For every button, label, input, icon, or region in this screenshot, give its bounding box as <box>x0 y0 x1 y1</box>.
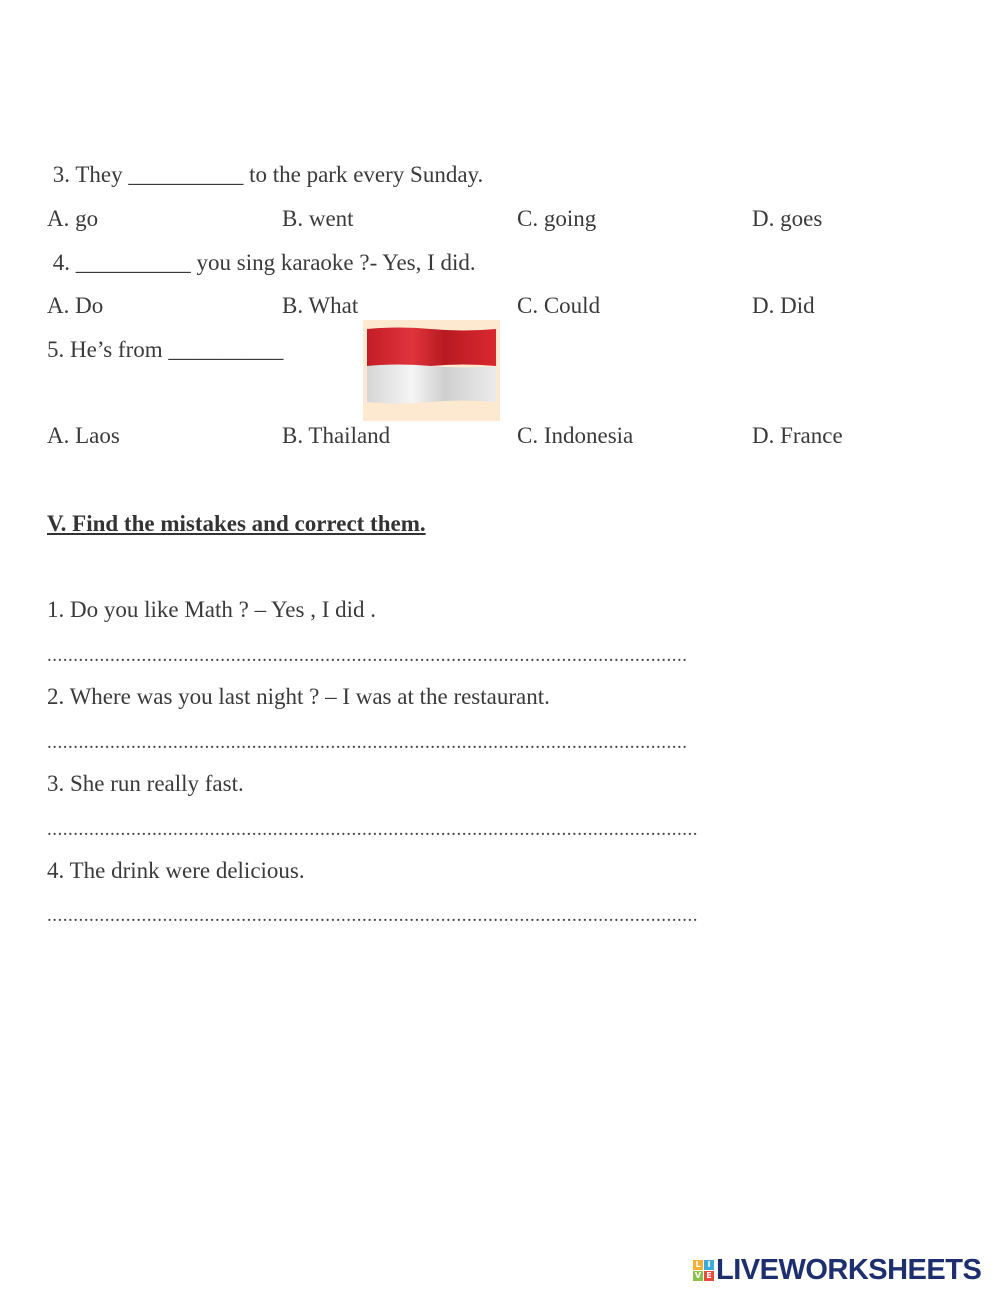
indonesia-flag-image <box>363 320 500 421</box>
question-3-option-b: B. went <box>282 206 354 231</box>
mistake-item-3: 3. She run really fast. <box>47 771 244 796</box>
question-4-option-d: D. Did <box>752 293 815 318</box>
question-3-option-d: D. goes <box>752 206 823 231</box>
question-3-option-a: A. go <box>47 206 99 231</box>
logo-block-i: I <box>704 1260 714 1270</box>
question-4-option-c: C. Could <box>517 293 601 318</box>
question-3-text: 3. They __________ to the park every Sunday. <box>47 162 484 187</box>
flag-red-stripe <box>367 328 496 368</box>
answer-line-3[interactable]: ............................................................................................................................ <box>47 819 698 840</box>
answer-line-2[interactable]: .......................................................................................................................... <box>47 732 688 753</box>
liveworksheets-logo <box>693 1255 981 1285</box>
mistake-item-1: 1. Do you like Math ? – Yes , I did . <box>47 597 377 622</box>
flag-white-stripe <box>367 365 496 404</box>
logo-block-l: L <box>693 1260 703 1270</box>
question-4-option-a: A. Do <box>47 293 104 318</box>
question-5-option-a: A. Laos <box>47 423 120 448</box>
logo-block-v: V <box>694 1270 702 1280</box>
question-4-text: 4. __________ you sing karaoke ?- Yes, I did. <box>47 250 476 275</box>
section-v-heading: V. Find the mistakes and correct them. <box>47 511 426 536</box>
mistake-item-4: 4. The drink were delicious. <box>47 858 305 883</box>
flag-icon <box>367 326 496 404</box>
mistake-item-2: 2. Where was you last night ? – I was at the restaurant. <box>47 684 550 709</box>
answer-line-1[interactable]: .......................................................................................................................... <box>47 645 688 666</box>
question-5-text: 5. He’s from __________ <box>47 337 284 362</box>
logo-block-e: E <box>704 1271 714 1281</box>
question-5-option-d: D. France <box>752 423 843 448</box>
question-3-option-c: C. going <box>517 206 597 231</box>
answer-line-4[interactable]: ............................................................................................................................ <box>47 905 698 926</box>
question-4-option-b: B. What <box>282 293 359 318</box>
question-5-option-c: C. Indonesia <box>517 423 634 448</box>
question-5-option-b: B. Thailand <box>282 423 391 448</box>
logo-blocks-icon <box>693 1260 714 1281</box>
brand-name: LIVEWORKSHEETS <box>716 1253 982 1286</box>
